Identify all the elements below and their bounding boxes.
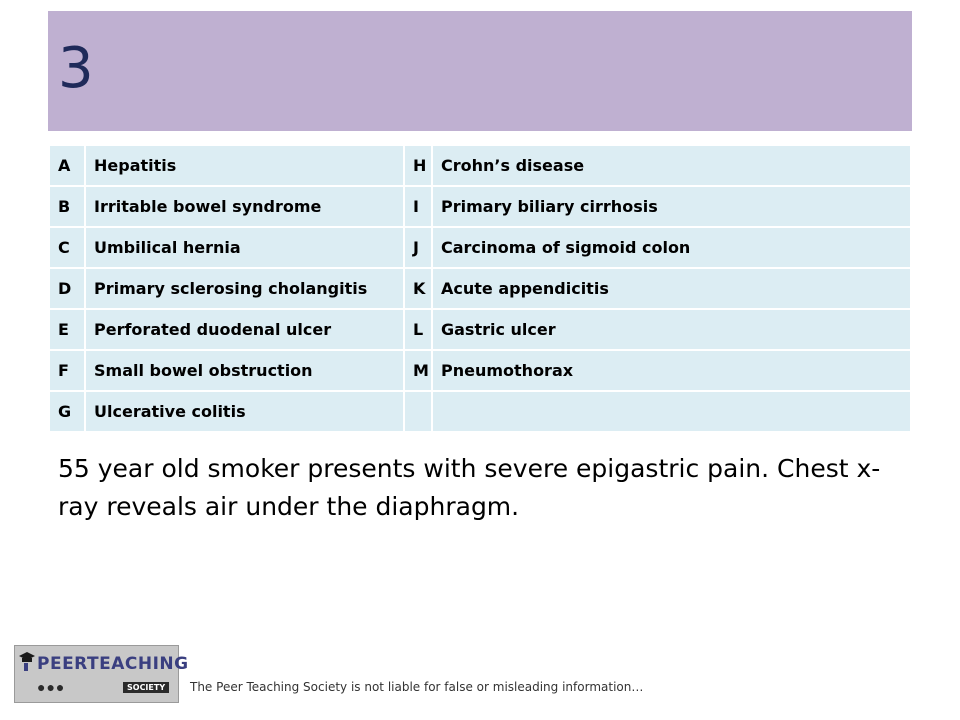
- option-letter: A: [49, 145, 85, 186]
- option-name: Ulcerative colitis: [85, 391, 404, 432]
- options-table: [48, 144, 912, 433]
- option-letter: C: [49, 227, 85, 268]
- option-name: Acute appendicitis: [432, 268, 911, 309]
- logo-text: PEERTEACHING: [37, 654, 189, 674]
- option-name: Pneumothorax: [432, 350, 911, 391]
- table-row: [49, 227, 911, 268]
- option-letter: [404, 391, 432, 432]
- option-name: Perforated duodenal ulcer: [85, 309, 404, 350]
- option-letter: F: [49, 350, 85, 391]
- option-letter: E: [49, 309, 85, 350]
- option-name: Primary biliary cirrhosis: [432, 186, 911, 227]
- logo-subtext: SOCIETY: [123, 682, 169, 693]
- table-row: [49, 186, 911, 227]
- people-icon: ●●●: [37, 679, 66, 695]
- table-row: [49, 145, 911, 186]
- option-name: Small bowel obstruction: [85, 350, 404, 391]
- option-name: Primary sclerosing cholangitis: [85, 268, 404, 309]
- option-name: Umbilical hernia: [85, 227, 404, 268]
- question-text: 55 year old smoker presents with severe epigastric pain. Chest x-ray reveals air under the diaphragm.: [58, 454, 881, 521]
- option-name: Crohn’s disease: [432, 145, 911, 186]
- slide-title: 3: [58, 36, 94, 101]
- option-letter: D: [49, 268, 85, 309]
- option-letter: M: [404, 350, 432, 391]
- option-letter: G: [49, 391, 85, 432]
- table-row: [49, 268, 911, 309]
- option-name: Irritable bowel syndrome: [85, 186, 404, 227]
- option-letter: J: [404, 227, 432, 268]
- option-name: Gastric ulcer: [432, 309, 911, 350]
- option-letter: K: [404, 268, 432, 309]
- option-name: Hepatitis: [85, 145, 404, 186]
- disclaimer-text: The Peer Teaching Society is not liable for false or misleading information…: [190, 680, 644, 694]
- option-letter: B: [49, 186, 85, 227]
- title-bar: [48, 11, 912, 131]
- option-name: Carcinoma of sigmoid colon: [432, 227, 911, 268]
- graduation-cap-icon: [19, 650, 35, 672]
- table-row: [49, 309, 911, 350]
- option-letter: L: [404, 309, 432, 350]
- table-row: [49, 391, 911, 432]
- option-letter: I: [404, 186, 432, 227]
- option-letter: H: [404, 145, 432, 186]
- table-row: [49, 350, 911, 391]
- option-name: [432, 391, 911, 432]
- peer-teaching-society-logo: [14, 645, 189, 703]
